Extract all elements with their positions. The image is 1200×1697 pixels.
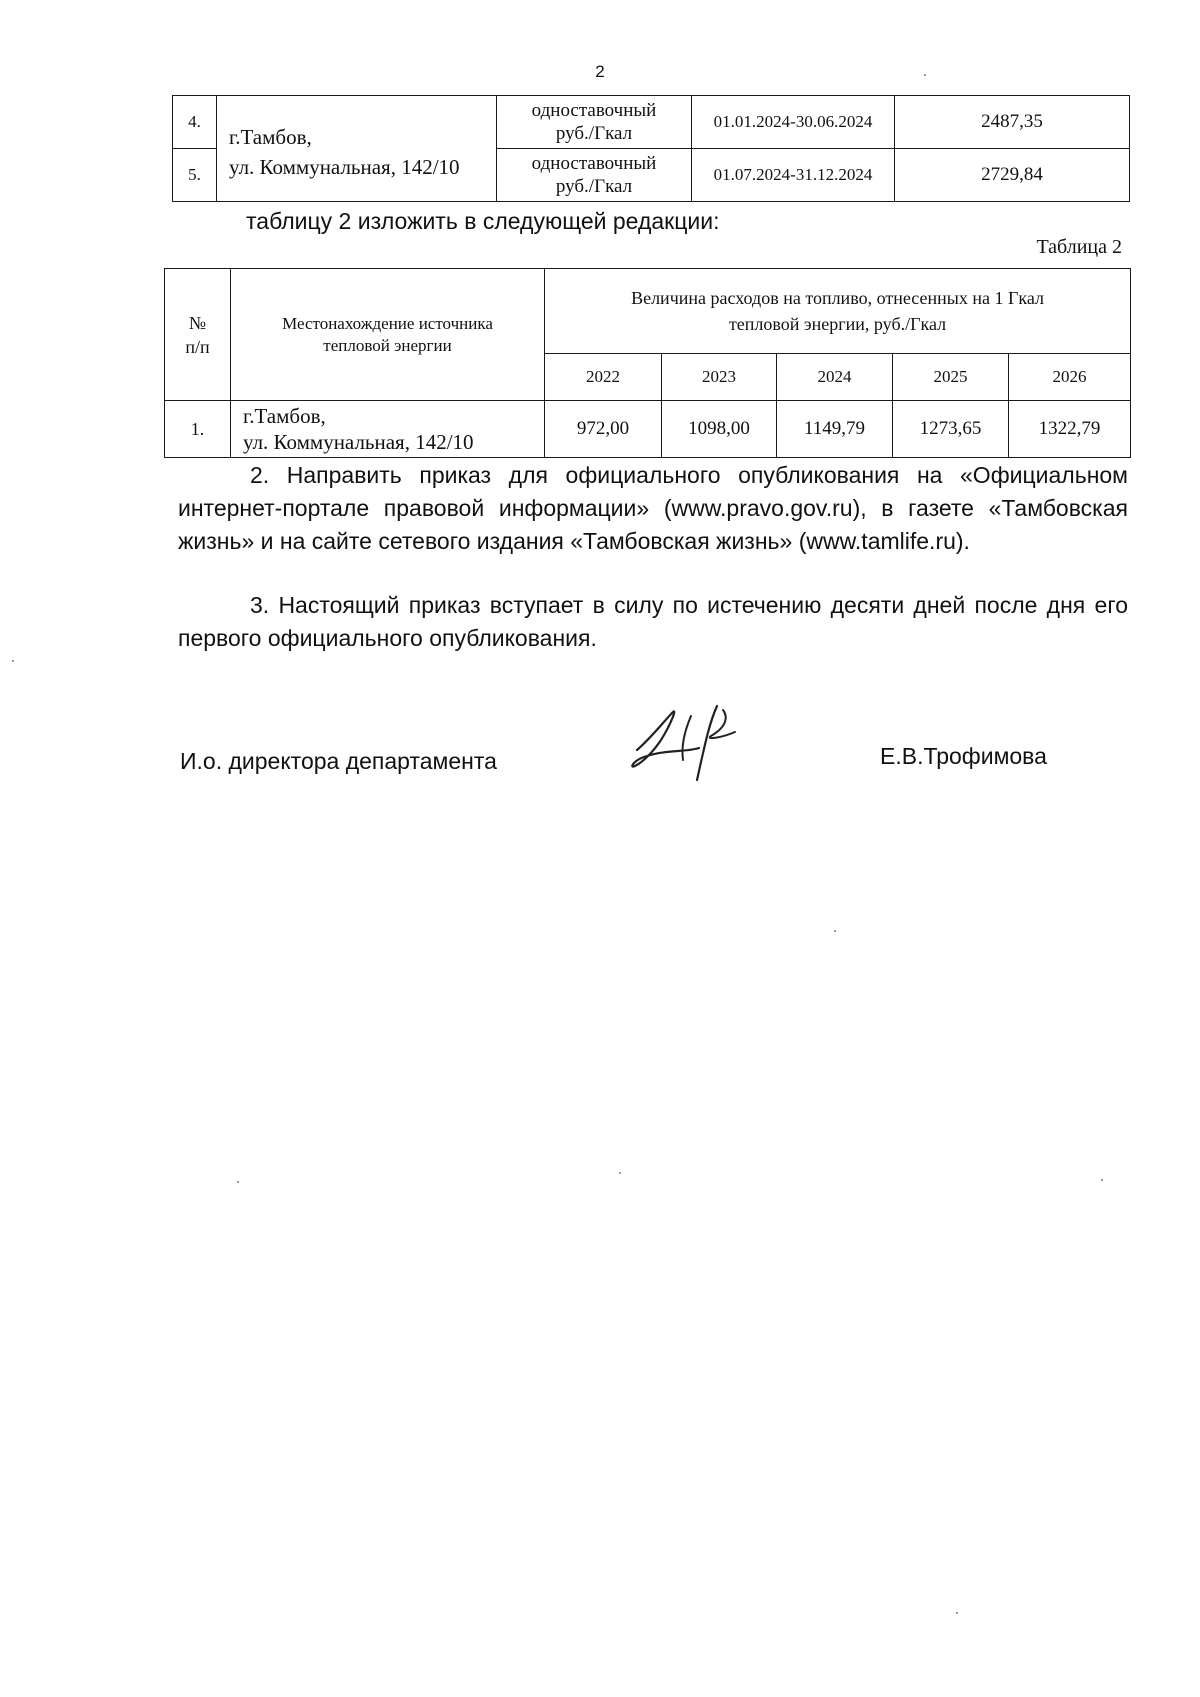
year-header: 2024 bbox=[777, 354, 893, 401]
value-cell: 1322,79 bbox=[1009, 401, 1131, 458]
tariff-unit: руб./Гкал bbox=[555, 176, 633, 197]
header-location-line: тепловой энергии bbox=[323, 335, 452, 355]
value-cell: 1149,79 bbox=[777, 401, 893, 458]
tariff-type-cell bbox=[497, 149, 692, 202]
table-caption: Таблица 2 bbox=[1036, 236, 1122, 258]
tariff-type-cell bbox=[497, 96, 692, 149]
row-number: 1. bbox=[165, 401, 231, 458]
page-number: 2 bbox=[595, 62, 605, 81]
signer-name: Е.В.Трофимова bbox=[880, 743, 1047, 769]
header-row bbox=[165, 269, 1131, 354]
period-cell: 01.07.2024-31.12.2024 bbox=[692, 149, 895, 202]
header-location bbox=[231, 269, 545, 401]
scan-speck bbox=[1101, 1179, 1103, 1181]
tariff-unit: руб./Гкал bbox=[555, 123, 633, 144]
tariff-type: одноставочный bbox=[531, 153, 657, 174]
tariff-value-cell: 2487,35 bbox=[895, 96, 1130, 149]
table-row bbox=[173, 96, 1130, 149]
year-header: 2025 bbox=[893, 354, 1009, 401]
scan-speck bbox=[924, 74, 926, 76]
value-cell: 1273,65 bbox=[893, 401, 1009, 458]
header-number bbox=[165, 269, 231, 401]
year-header: 2023 bbox=[662, 354, 777, 401]
signature-image bbox=[625, 702, 765, 787]
paragraph-effective-date: 3. Настоящий приказ вступает в силу по истечению десяти дней после дня его первого официального опубликования. bbox=[178, 592, 1128, 651]
value-cell: 972,00 bbox=[545, 401, 662, 458]
address-line: г.Тамбов, bbox=[243, 404, 326, 428]
paragraph-publication: 2. Направить приказ для официального опубликования на «Официальном интернет-портале правовой информации» (www.pravo.gov.ru), в газете «Тамбовская жизнь» и на сайте сетевого издания «Тамбовская жизнь» (www.tamlife.ru). bbox=[178, 462, 1128, 554]
intro-text: таблицу 2 изложить в следующей редакции: bbox=[246, 208, 720, 234]
header-value-line: тепловой энергии, руб./Гкал bbox=[728, 314, 947, 334]
header-value bbox=[545, 269, 1131, 354]
tariff-value-cell: 2729,84 bbox=[895, 149, 1130, 202]
scan-speck bbox=[12, 660, 14, 662]
scan-speck bbox=[619, 1172, 621, 1174]
address-line: ул. Коммунальная, 142/10 bbox=[243, 430, 474, 454]
header-value-line: Величина расходов на топливо, отнесенных на 1 Гкал bbox=[631, 288, 1044, 308]
address-line: г.Тамбов, bbox=[229, 124, 312, 149]
tariff-type: одноставочный bbox=[531, 100, 657, 121]
year-header: 2026 bbox=[1009, 354, 1131, 401]
fuel-cost-table bbox=[164, 268, 1131, 458]
row-number: 5. bbox=[173, 149, 217, 202]
scan-speck bbox=[834, 930, 836, 932]
scan-speck bbox=[237, 1181, 239, 1183]
row-number: 4. bbox=[173, 96, 217, 149]
header-number-abbr: п/п bbox=[185, 336, 210, 357]
period-cell: 01.01.2024-30.06.2024 bbox=[692, 96, 895, 149]
address-line: ул. Коммунальная, 142/10 bbox=[229, 154, 460, 179]
table-row bbox=[165, 401, 1131, 458]
address-cell bbox=[217, 96, 497, 202]
address-cell bbox=[231, 401, 545, 458]
header-number-sign: № bbox=[188, 312, 207, 333]
tariff-table-continuation bbox=[172, 95, 1130, 202]
year-header: 2022 bbox=[545, 354, 662, 401]
scan-speck bbox=[956, 1612, 958, 1614]
value-cell: 1098,00 bbox=[662, 401, 777, 458]
signer-title: И.о. директора департамента bbox=[180, 748, 497, 774]
header-location-line: Местонахождение источника bbox=[282, 313, 493, 333]
